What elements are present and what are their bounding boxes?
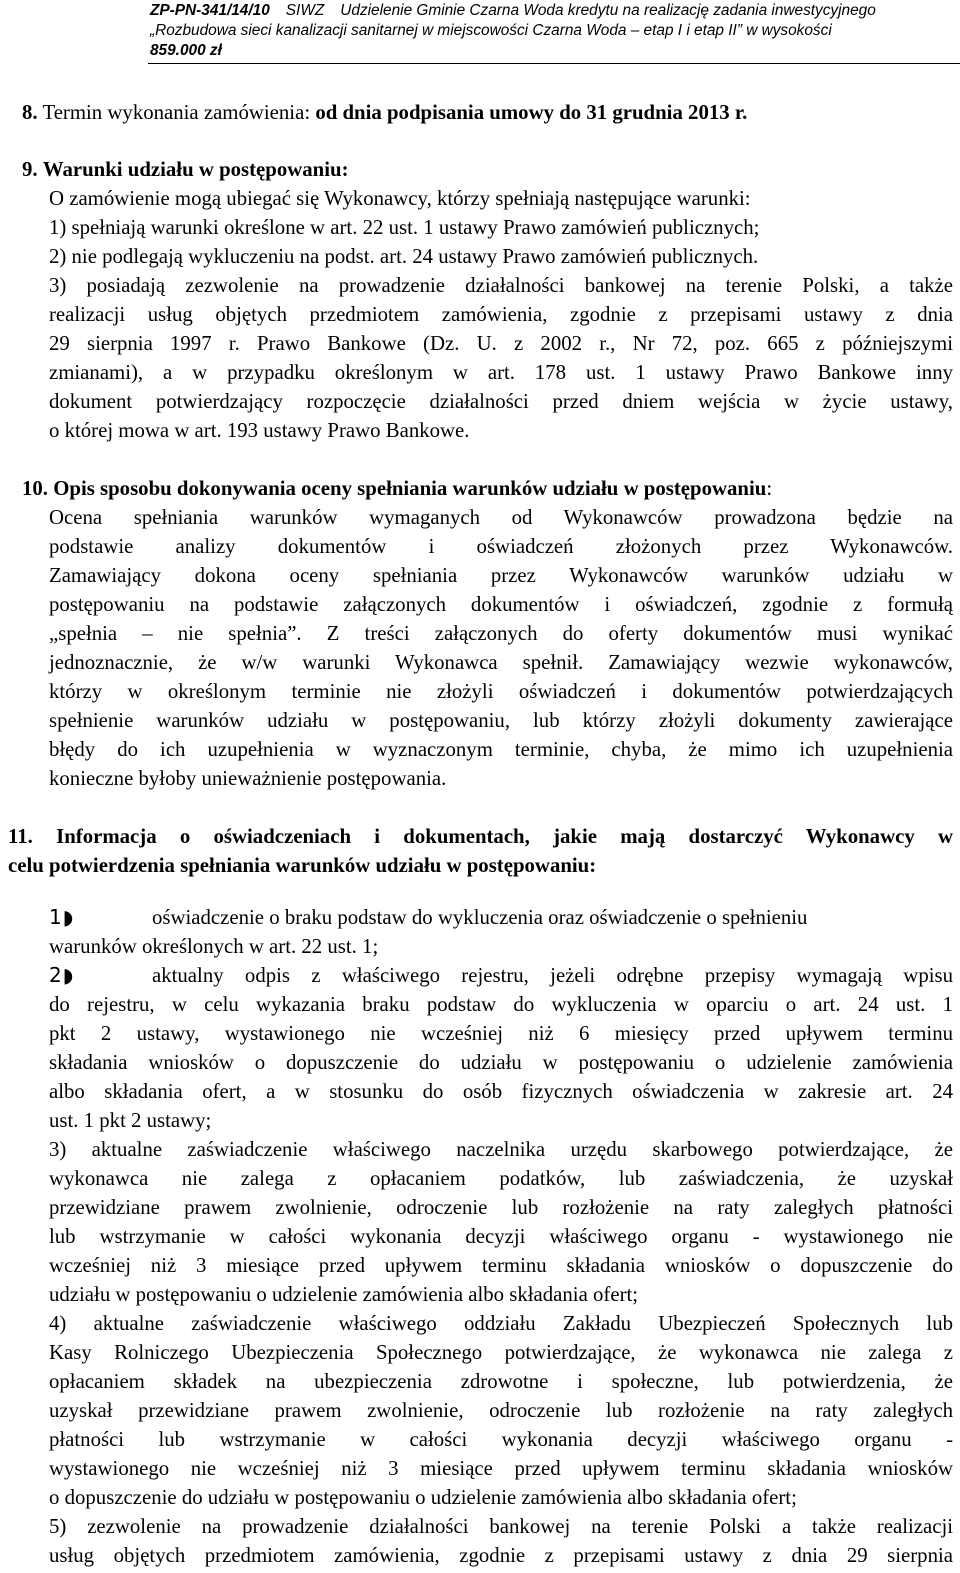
section-11-item-3-line: wcześniej niż 3 miesiące przed upływem terminu składania wniosków o dopuszczenie do xyxy=(49,1254,953,1277)
section-9-point-3-line: zmianami), a w przypadku określonym w art. 178 ust. 1 ustawy Prawo Bankowe inny xyxy=(49,361,953,384)
section-10-number: 10. xyxy=(22,477,48,500)
section-9-point-3-line: realizacji usług objętych przedmiotem zamówienia, zgodnie z przepisami ustawy z dnia xyxy=(49,303,953,326)
list-marker-1-icon: 1◗ xyxy=(49,905,75,929)
section-11-item-1-line: warunków określonych w art. 22 ust. 1; xyxy=(49,935,379,958)
section-11-title: Informacja o oświadczeniach i dokumentach, jakie mają dostarczyć Wykonawcy w xyxy=(56,825,954,848)
section-11-item-4-line: opłacaniem składek na ubezpieczenia zdrowotne i społeczne, lub potwierdzenia, że xyxy=(49,1370,953,1393)
section-9-point-3-line: dokument potwierdzający rozpoczęcie działalności przed dniem wejścia w życie ustawy, xyxy=(49,390,953,413)
section-10-line: którzy w określonym terminie nie złożyli oświadczeń i dokumentów potwierdzających xyxy=(49,680,953,703)
section-11-item-2-line: albo składania ofert, a w stosunku do osób fizycznych oświadczenia w zakresie art. 24 xyxy=(49,1080,953,1103)
section-10-title: Opis sposobu dokonywania oceny spełniania warunków udziału w postępowaniu xyxy=(53,477,767,500)
section-11-heading-line-2: celu potwierdzenia spełniania warunków udziału w postępowaniu: xyxy=(8,854,597,877)
section-11-item-3-line: 3) aktualne zaświadczenie właściwego naczelnika urzędu skarbowego potwierdzające, że xyxy=(49,1138,953,1161)
section-10-colon: : xyxy=(766,477,773,500)
section-10-line: podstawie analizy dokumentów i oświadczeń złożonych przez Wykonawców. xyxy=(49,535,953,558)
section-8 xyxy=(22,98,747,127)
section-9-intro: O zamówienie mogą ubiegać się Wykonawcy, którzy spełniają następujące warunki: xyxy=(49,187,751,210)
section-11-item-4-line: wystawionego nie wcześniej niż 3 miesiące przed upływem terminu składania wniosków xyxy=(49,1457,953,1480)
section-11-item-3-line: wykonawca nie zalega z opłacaniem podatków, lub zaświadczenia, że uzyskał xyxy=(49,1167,953,1190)
section-11-item-2-line: pkt 2 ustawy, wystawionego nie wcześniej niż 6 miesięcy przed upływem terminu xyxy=(49,1022,953,1045)
section-11-item-5-line: usług objętych przedmiotem zamówienia, zgodnie z przepisami ustawy z dnia 29 sierpnia xyxy=(49,1544,953,1567)
section-11-item-1-line: oświadczenie o braku podstaw do wykluczenia oraz oświadczenie o spełnieniu xyxy=(152,906,808,929)
section-9-title: Warunki udziału w postępowaniu: xyxy=(42,158,349,181)
section-8-value: od dnia podpisania umowy do 31 grudnia 2013 r. xyxy=(315,101,748,124)
section-10-line: „spełnia – nie spełnia”. Z treści załączonych do oferty dokumentów musi wynikać xyxy=(49,622,953,645)
list-marker-2-icon: 2◗ xyxy=(49,963,75,987)
section-9-heading xyxy=(22,155,349,184)
section-11-item-3-line: lub wstrzymanie w całości wykonania decyzji właściwego organu - wystawionego nie xyxy=(49,1225,953,1248)
section-10-line: Zamawiający dokona oceny spełniania przez Wykonawców warunków udziału w xyxy=(49,564,953,587)
header-siwz: SIWZ xyxy=(285,2,325,19)
document-code: ZP-PN-341/14/10 xyxy=(150,2,270,19)
section-11-item-5-line: 5) zezwolenie na prowadzenie działalności bankowej na terenie Polski a także realizacji xyxy=(49,1515,953,1538)
header-amount: 859.000 zł xyxy=(150,42,222,59)
section-9-point-3-line: 29 sierpnia 1997 r. Prawo Bankowe (Dz. U. z 2002 r., Nr 72, poz. 665 z późniejszymi xyxy=(49,332,953,355)
header-subject: Udzielenie Gminie Czarna Woda kredytu na realizację zadania inwestycyjnego xyxy=(340,2,876,19)
section-11-item-4-line: Kasy Rolniczego Ubezpieczenia Społecznego potwierdzające, że wykonawca nie zalega z xyxy=(49,1341,953,1364)
section-8-label: Termin wykonania zamówienia: xyxy=(42,101,311,124)
section-11-item-4-line: 4) aktualne zaświadczenie właściwego oddziału Zakładu Ubezpieczeń Społecznych lub xyxy=(49,1312,953,1335)
section-10-line: Ocena spełniania warunków wymaganych od Wykonawców prowadzona będzie na xyxy=(49,506,953,529)
section-10-heading xyxy=(22,474,772,503)
section-10-line: błędy do ich uzupełnienia w wyznaczonym terminie, chyba, że mimo ich uzupełnienia xyxy=(49,738,953,761)
section-11-item-2-line: ust. 1 pkt 2 ustawy; xyxy=(49,1109,212,1132)
section-9-point-2: 2) nie podlegają wykluczeniu na podst. art. 24 ustawy Prawo zamówień publicznych. xyxy=(49,245,759,268)
section-9-point-3-line: o której mowa w art. 193 ustawy Prawo Bankowe. xyxy=(49,419,470,442)
section-11-item-2-line: składania wniosków o dopuszczenie do udziału w postępowaniu o udzielenie zamówienia xyxy=(49,1051,953,1074)
section-11-item-3-line: udziału w postępowaniu o udzielenie zamówienia albo składania ofert; xyxy=(49,1283,639,1306)
section-11-item-3-line: przewidziane prawem zwolnienie, odroczenie lub rozłożenie na raty zaległych płatności xyxy=(49,1196,953,1219)
header-divider xyxy=(148,63,960,64)
section-10-line: konieczne byłoby unieważnienie postępowania. xyxy=(49,767,447,790)
section-11-item-2-line: aktualny odpis z właściwego rejestru, jeżeli odrębne przepisy wymagają wpisu xyxy=(152,964,953,987)
section-10-line: spełnienie warunków udziału w postępowaniu, lub którzy złożyli dokumenty zawierające xyxy=(49,709,953,732)
section-11-item-4-line: o dopuszczenie do udziału w postępowaniu o udzielenie zamówienia albo składania ofert; xyxy=(49,1486,797,1509)
section-9-point-3-line: 3) posiadają zezwolenie na prowadzenie działalności bankowej na terenie Polski, a także xyxy=(49,274,953,297)
section-11-item-2-line: do rejestru, w celu wykazania braku podstaw do wykluczenia w oparciu o art. 24 ust. 1 xyxy=(49,993,953,1016)
section-11-item-4-line: płatności lub wstrzymanie w całości wykonania decyzji właściwego organu - xyxy=(49,1428,953,1451)
section-11-number: 11. xyxy=(8,825,33,848)
section-9-point-1: 1) spełniają warunki określone w art. 22 ust. 1 ustawy Prawo zamówień publicznych; xyxy=(49,216,760,239)
section-8-number: 8. xyxy=(22,101,38,124)
section-11-item-4-line: uzyskał przewidziane prawem zwolnienie, odroczenie lub rozłożenie na raty zaległych xyxy=(49,1399,953,1422)
header-line-2: „Rozbudowa sieci kanalizacji sanitarnej w miejscowości Czarna Woda – etap I i etap II” w wysokości xyxy=(150,22,832,39)
header-line-1 xyxy=(150,1,876,21)
section-10-line: jednoznacznie, że w/w warunki Wykonawca spełnił. Zamawiający wezwie wykonawców, xyxy=(49,651,953,674)
section-11-heading-line-1 xyxy=(8,822,953,851)
section-10-line: postępowaniu na podstawie załączonych dokumentów i oświadczeń, zgodnie z formułą xyxy=(49,593,953,616)
section-9-number: 9. xyxy=(22,158,38,181)
